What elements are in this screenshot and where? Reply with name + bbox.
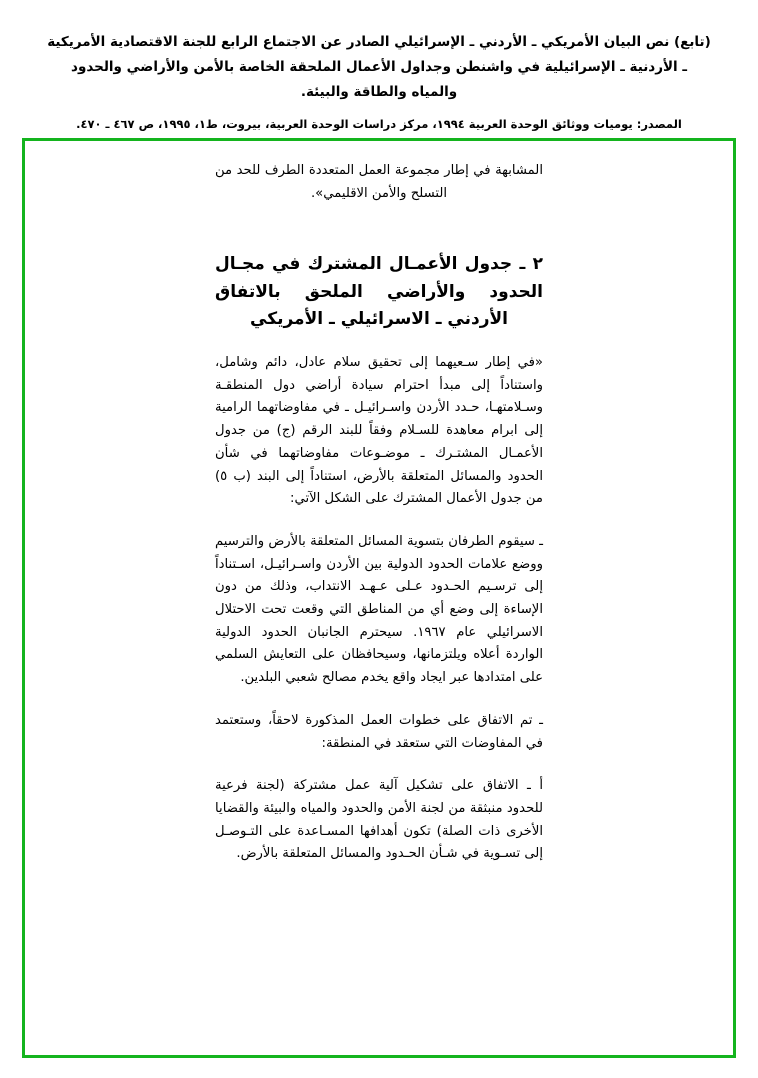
header-source: المصدر: يوميات ووثائق الوحدة العربية ١٩٩٤، مركز دراسات الوحدة العربية، بيروت، ط١، ١٩٩٥، ص ٤٦٧ ـ ٤٧٠. [76,116,682,131]
intro-paragraph: المشابهة في إطار مجموعة العمل المتعددة الطرف للحد من التسلح والأمن الاقليمي». [215,163,543,201]
document-header [0,0,758,134]
paragraph-3: ـ تم الاتفاق على خطوات العمل المذكورة لاحقاً، وستعتمد في المفاوضات التي ستعقد في المنطقة: [215,712,543,751]
paragraph-1: «في إطار سـعيهما إلى تحقيق سلام عادل، دائم وشامل، واستناداً إلى مبدأ احترام سيادة أراضي دول المنطقـة وسـلامتهـا، حـدد الأردن واسـرائيـل ـ في مفاوضاتهما الرامية إلى ابرام معاهدة للسـلام وفقاً للبند الرقم (ج) من جدول الأعمـال المشتـرك ـ موضـوعات مفاوضاتهما في شأن الحدود والمسائل المتعلقة بالأرض، استناداً إلى البند (ب ٥) من جدول الأعمال المشترك على الشكل الآتي: [215,355,543,507]
spacer [215,219,543,225]
paragraph-4: أ ـ الاتفاق على تشكيل آلية عمل مشتركة (لجنة فرعية للحدود منبثقة من لجنة الأمن والحدود والمياه والبيئة والقضايا الأخرى ذات الصلة) تكون أهدافها المسـاعدة على التـوصـل إلى تسـوية في شـأن الحـدود والمسائل المتعلقة بالأرض. [215,778,543,862]
document-body [0,160,758,880]
section-title: ٢ ـ جدول الأعمـال المشترك في مجـال الحدود والأراضي الملحق بالاتفاق الأردني ـ الاسرائيلي ـ الأمريكي [215,254,543,330]
paragraph-2: ـ سيقوم الطرفان بتسوية المسائل المتعلقة بالأرض والترسيم ووضع علامات الحدود الدولية بين الأردن واسـرائيـل، اسـتناداً إلى ترسـيم الحـدود عـلى عـهـد الانتداب، وذلك من دون الإساءة إلى وضع أي من المناطق التي وقعت تحت الاحتلال الاسرائيلي عام ١٩٦٧. سيحترم الجانبان الحدود الدولية الواردة أعلاه ويلتزمانها، وسيحافظان على التعايش السلمي على امتدادها عبر ايجاد واقع يخدم مصالح شعبي البلدين. [215,533,543,686]
header-title: (تابع) نص البيان الأمريكي ـ الأردني ـ الإسرائيلي الصادر عن الاجتماع الرابع للجنة الاقتصادية الأمريكية ـ الأردنية ـ الإسرائيلية في واشنطن وجداول الأعمال الملحقة الخاصة بالأمن والأراضي والحدود والمياه والطاقة والبيئة. [47,34,711,100]
